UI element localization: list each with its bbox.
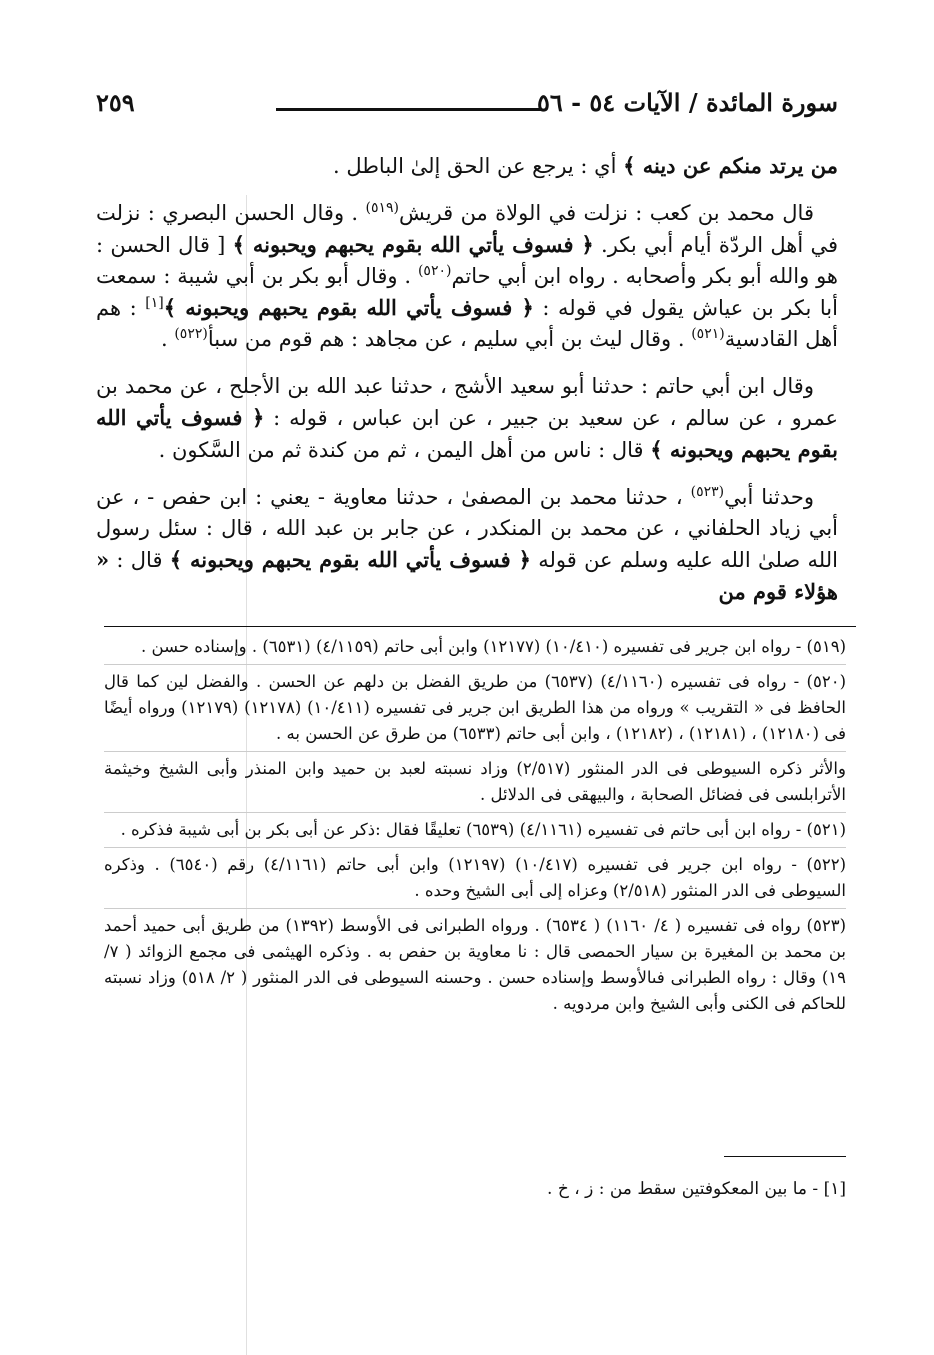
page-number: ٢٥٩ — [96, 88, 135, 117]
paragraph-3 — [96, 371, 838, 466]
running-header — [96, 88, 838, 122]
hadith-quote: « هؤلاء قوم من — [96, 547, 838, 604]
paragraph-text: وحدثنا أبي — [724, 485, 814, 509]
quran-quote: ﴿ فسوف يأتي الله بقوم يحبهم ويحبونه ﴾ — [169, 547, 531, 572]
footnote-ref-522[interactable]: (٥٢٢) — [174, 326, 208, 342]
surah-title: سورة المائدة / الآيات ٥٤ - ٥٦ — [536, 88, 838, 117]
paragraph-1 — [96, 150, 838, 182]
paragraph-text: ، حدثنا محمد بن المصفىٰ ، حدثنا معاوية - يعني : ابن حفص - ، عن أبي زياد الحلفاني ، عن محمد بن المنكدر ، عن جابر بن عبد الله ، قال : سئل رسول الله صلىٰ الله عليه وسلم عن قوله — [96, 485, 838, 572]
main-text — [96, 150, 838, 624]
paragraph-text: . — [160, 327, 175, 351]
paragraph-text: [ قال الحسن : هو والله أبو بكر وأصحابه . رواه ابن أبي حاتم — [96, 233, 838, 288]
footnote-521: (٥٢١) - رواه ابن أبى حاتم فى تفسيره (٤/١١٦١) (٦٥٣٩) تعليقًا فقال :ذكر عن أبى بكر بن أبى شيبة فذكره . — [104, 817, 846, 848]
paragraph-4 — [96, 482, 838, 608]
footnote-519: (٥١٩) - رواه ابن جرير فى تفسيره (١٠/٤١٠) (١٢١٧٧) وابن أبى حاتم (٤/١١٥٩) (٦٥٣١) . وإسناده حسن . — [104, 634, 846, 665]
paragraph-text: قال محمد بن كعب : نزلت في الولاة من قريش — [398, 201, 814, 225]
paragraph-2 — [96, 198, 838, 355]
footnote-ref-520[interactable]: (٥٢٠) — [417, 263, 452, 279]
footnote-523: (٥٢٣) رواه فى تفسيره ( ٤/ ١١٦٠) ( ٦٥٣٤) . ورواه الطبرانى فى الأوسط (١٣٩٢) من طريق أبى حميد أحمد بن محمد بن المغيرة بن سيار الحمصى قال : نا معاوية بن حفص به . وذكره الهيثمى فى مجمع الزوائد ( ٧/ ١٩) وقال : رواه الطبرانى فىالأوسط وإسناده حسن . وحسنه السيوطى فى الدر المنثور ( ٢/ ٥١٨) وزاد نسبته للحاكم فى الكنى وأبى الشيخ وابن مردويه . — [104, 916, 846, 1013]
paragraph-text: قال : ناس من أهل اليمن ، ثم من كندة ثم من السَّكون . — [158, 438, 651, 462]
paragraph-text: : هم أهل القادسية — [96, 296, 838, 351]
paragraph-text: قال : — [109, 548, 170, 572]
quran-quote: ﴿ فسوف يأتي الله بقوم يحبهم ويحبونه ﴾ — [163, 295, 534, 320]
footnote-520: (٥٢٠) - رواه فى تفسيره (٤/١١٦٠) (٦٥٣٧) من طريق الفضل بن دلهم عن الحسن . والفضل لين كما قال الحافظ فى « التقريب » ورواه من هذا الطريق ابن جرير فى تفسيره (١٠/٤١١) (١٢١٧٨) (١٢١٧٩) ورواه أيضًا فى (١٢١٨٠) ، (١٢١٨١) ، (١٢١٨٢) ، وابن أبى حاتم (٦٥٣٣) من طرق عن الحسن به . — [104, 669, 846, 752]
paragraph-text: أي : يرجع عن الحق إلىٰ الباطل . — [332, 154, 624, 178]
paragraph-text: . وقال ليث بن أبي سليم ، عن مجاهد : هم قوم من سبأ — [207, 327, 692, 351]
quran-quote: من يرتد منكم عن دينه ﴾ — [623, 153, 838, 178]
header-rule — [276, 108, 542, 111]
paragraph-text: . وقال أبو بكر بن أبي شيبة : سمعت أبا بكر بن عياش يقول في قوله : — [96, 264, 838, 320]
variant-note: [١] - ما بين المعكوفتين سقط من : ز ، خ . — [547, 1179, 846, 1199]
footnote-522: (٥٢٢) - رواه ابن جرير فى تفسيره (١٠/٤١٧) (١٢١٩٧) وابن أبى حاتم (٤/١١٦١) رقم (٦٥٤٠) . وذكره السيوطى فى الدر المنثور (٢/٥١٨) وعزاه إلى أبى الشيخ وحده . — [104, 852, 846, 909]
footnote-520-continued: والأثر ذكره السيوطى فى الدر المنثور (٢/٥١٧) وزاد نسبته لعبد بن حميد وابن المنذر وأبى الشيخ وخيثمة الأترابلسى فى فضائل الصحابة ، والبيهقى فى الدلائل . — [104, 756, 846, 813]
quran-quote: ﴿ فسوف يأتي الله بقوم يحبهم ويحبونه ﴾ — [232, 232, 594, 257]
footnote-ref-523[interactable]: (٥٢٣) — [690, 484, 725, 500]
footnote-ref-521[interactable]: (٥٢١) — [691, 326, 725, 342]
variant-ref-1[interactable]: [١] — [145, 295, 164, 311]
footnotes — [104, 634, 846, 1025]
paragraph-text: وقال ابن أبي حاتم : حدثنا أبو سعيد الأشج ، حدثنا عبد الله بن الأجلح ، عن محمد بن عمرو ، عن سالم ، عن سعيد بن جبير ، عن ابن عباس ، قوله : — [96, 374, 838, 430]
quran-quote: ﴿ فسوف يأتي الله بقوم يحبهم ويحبونه ﴾ — [96, 405, 838, 462]
footnote-ref-519[interactable]: (٥١٩) — [365, 200, 399, 216]
paragraph-text: . وقال الحسن البصري : نزلت في أهل الردّة أيام أبي بكر. — [96, 201, 838, 257]
footnote-separator — [104, 626, 856, 627]
variant-separator — [724, 1156, 846, 1157]
